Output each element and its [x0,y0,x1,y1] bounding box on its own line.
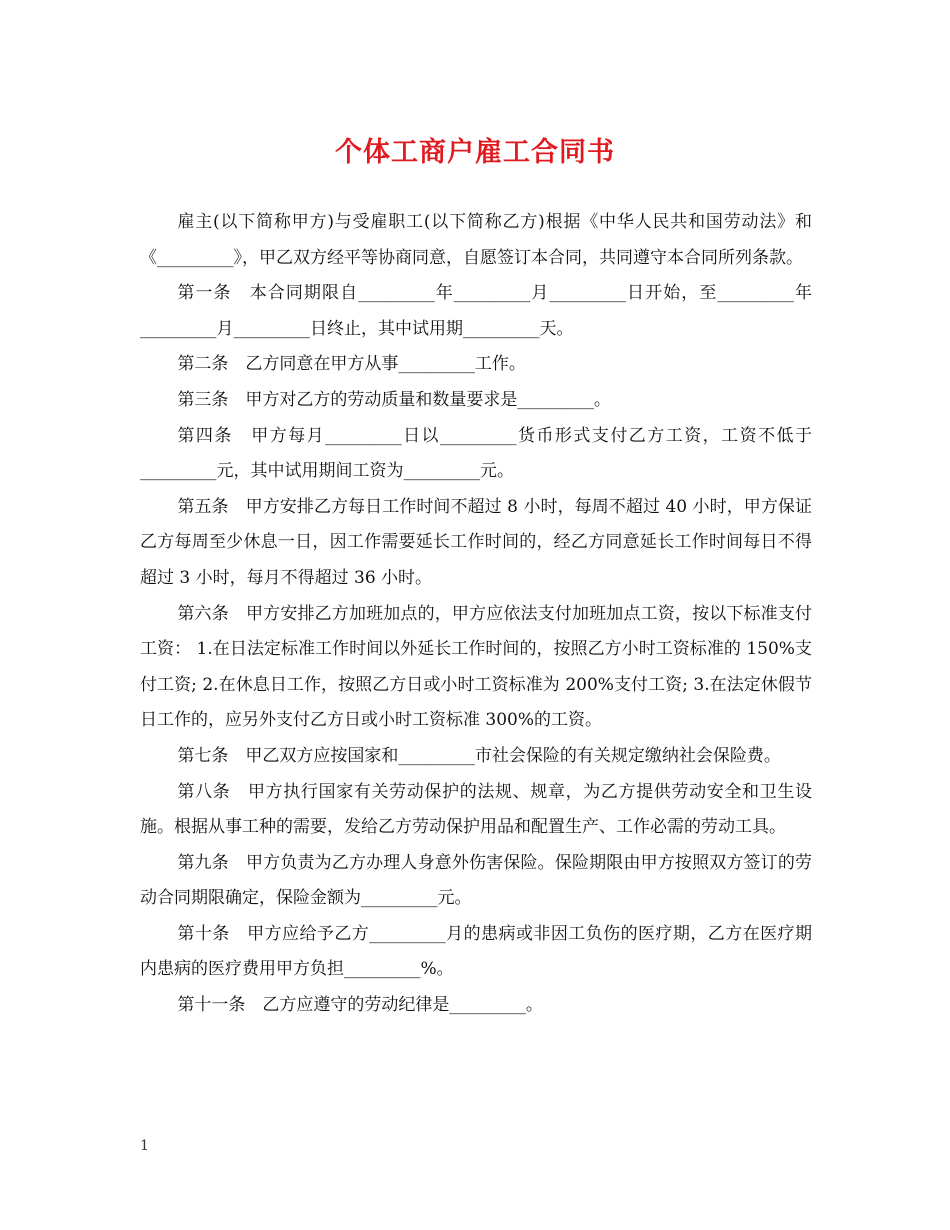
paragraph-article-1: 第一条 本合同期限自_________年_________月_________日开始，至_________年_________月_________日终止，其中试用期_________天。 [140,283,812,339]
paragraph-article-9: 第九条 甲方负责为乙方办理人身意外伤害保险。保险期限由甲方按照双方签订的劳动合同期限确定，保险金额为_________元。 [140,852,812,909]
page-number: 1 [140,1138,149,1154]
paragraph-article-8: 第八条 甲方执行国家有关劳动保护的法规、规章，为乙方提供劳动安全和卫生设施。根据从事工种的需要，发给乙方劳动保护用品和配置生产、工作必需的劳动工具。 [140,781,812,838]
paragraph-article-11: 第十一条 乙方应遵守的劳动纪律是_________。 [177,995,543,1016]
paragraph-article-6: 第六条 甲方安排乙方加班加点的，甲方应依法支付加班加点工资，按以下标准支付工资： 1.在日法定标准工作时间以外延长工作时间的，按照乙方小时工资标准的 150%支付工资; 2.在休息日工作，按照乙方日或小时工资标准为 200%支付工资; 3.在法定休假节日工作的，应另外支付乙方日或小时工资标准 300%的工资。 [140,603,812,731]
paragraph-article-2: 第二条 乙方同意在甲方从事_________工作。 [177,354,526,375]
paragraph-article-7: 第七条 甲乙双方应按国家和_________市社会保险的有关规定缴纳社会保险费。 [177,745,781,766]
paragraph-preamble: 雇主(以下简称甲方)与受雇职工(以下简称乙方)根据《中华人民共和国劳动法》和《_________》，甲乙双方经平等协商同意，自愿签订本合同，共同遵守本合同所列条款。 [140,212,812,268]
paragraph-article-5: 第五条 甲方安排乙方每日工作时间不超过 8 小时，每周不超过 40 小时，甲方保证乙方每周至少休息一日，因工作需要延长工作时间的，经乙方同意延长工作时间每日不得超过 3 小时，每月不得超过 36 小时。 [140,496,812,588]
paragraph-article-3: 第三条 甲方对乙方的劳动质量和数量要求是_________。 [177,389,611,410]
paragraph-article-4: 第四条 甲方每月_________日以_________货币形式支付乙方工资，工资不低于_________元，其中试用期间工资为_________元。 [140,425,812,482]
paragraph-article-10: 第十条 甲方应给予乙方_________月的患病或非因工负伤的医疗期，乙方在医疗期内患病的医疗费用甲方负担_________%。 [140,923,812,980]
document-body [140,205,812,1024]
document-title: 个体工商户雇工合同书 [335,137,615,168]
